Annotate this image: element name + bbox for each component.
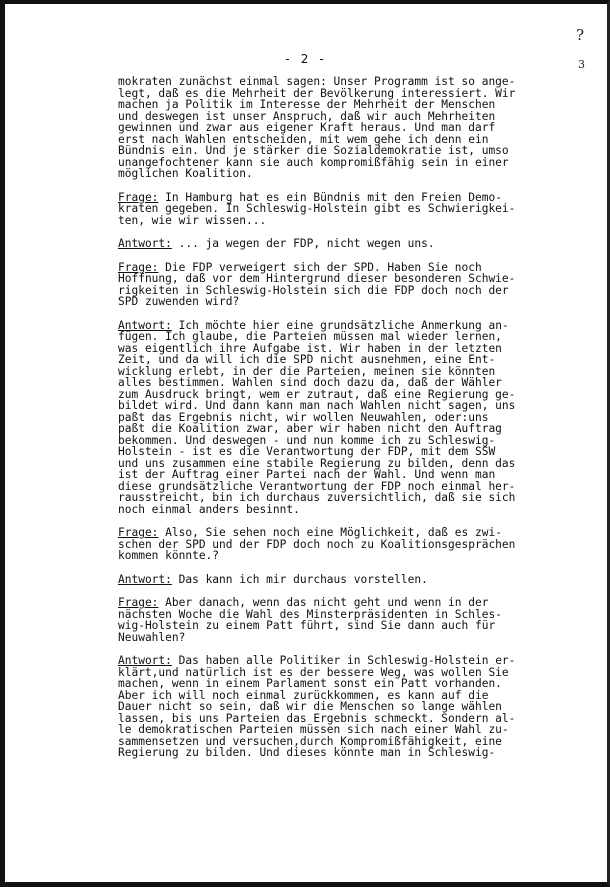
line-text: ... ja wegen der FDP, nicht wegen uns.	[171, 237, 435, 250]
line-text: lassen, bis uns Parteien das Ergebnis schmeckt. Sondern al-	[118, 711, 516, 725]
speaker-label: Antwort:	[118, 318, 172, 332]
text-line	[118, 296, 548, 308]
speaker-label: Frage:	[118, 190, 159, 204]
transcript-paragraph	[118, 320, 548, 516]
line-text: rigkeiten in Schleswig-Holstein sich die FDP doch noch der	[118, 283, 509, 297]
speaker-label: Frage:	[118, 260, 159, 274]
line-text: kraten gegeben. In Schleswig-Holstein gibt es Schwierigkei-	[118, 202, 516, 215]
line-text: unangefochtener kann sie auch kompromißfähig sein in einer	[118, 155, 509, 169]
line-text: sammensetzen und versuchen,durch Kompromißfähigkeit, eine	[118, 734, 502, 748]
line-text: noch einmal anders besinnt.	[118, 502, 300, 516]
transcript-paragraph	[118, 238, 548, 250]
speaker-label: Antwort:	[118, 654, 172, 667]
line-text: wig-Holstein zu einem Patt führt, sind Sie dann auch für	[118, 619, 496, 632]
transcript-paragraph	[118, 655, 548, 759]
line-text: alles bestimmen. Wahlen sind doch dazu da, daß der Wähler	[118, 376, 502, 389]
line-text: bekommen. Und deswegen - und nun komme ich zu Schleswig-	[118, 433, 496, 447]
line-text: Das kann ich mir durchaus vorstellen.	[171, 572, 428, 586]
line-text: paßt das Ergebnis nicht, wir wollen Neuwahlen, oder:uns	[118, 410, 489, 424]
line-text: was eigentlich ihre Aufgabe ist. Wir haben in der letzten	[118, 341, 502, 355]
text-line	[118, 504, 548, 516]
line-text: möglichen Koalition.	[118, 167, 253, 180]
line-text: und deswegen ist unser Anspruch, daß wir auch Mehrheiten	[118, 109, 496, 123]
line-text: Ich möchte hier eine grundsätzliche Anmerkung an-	[171, 318, 509, 332]
line-text: machen, wenn in einem Parlament sonst ein Patt vorhanden.	[118, 677, 502, 690]
line-text: le demokratischen Parteien müssen sich nach einer Wahl zu-	[118, 723, 509, 736]
line-text: Also, Sie sehen noch eine Möglichkeit, daß es zwi-	[158, 526, 502, 539]
text-line	[118, 215, 548, 227]
interview-transcript	[118, 76, 548, 771]
margin-mark: ?	[576, 26, 585, 44]
line-text: Dauer nicht so sein, daß wir die Menschen so lange wählen	[118, 700, 502, 713]
transcript-paragraph	[118, 527, 548, 562]
line-text: Aber ich will noch einmal zurückkommen, es kann auf die	[118, 688, 489, 702]
line-text: und uns zusammen eine stabile Regierung zu bilden, denn das	[118, 456, 516, 470]
margin-mark: 3	[578, 58, 585, 71]
line-text: Die FDP verweigert sich der SPD. Haben Sie noch	[158, 260, 482, 274]
line-text: SPD zuwenden wird?	[118, 295, 240, 308]
speaker-label: Antwort:	[118, 572, 172, 586]
text-line	[118, 574, 548, 586]
text-line	[118, 550, 548, 562]
transcript-paragraph	[118, 76, 548, 180]
line-text: In Hamburg hat es ein Bündnis mit den Freien Demo-	[158, 190, 502, 204]
line-text: machen ja Politik im Interesse der Mehrheit der Menschen	[118, 98, 496, 111]
page-number: - 2 -	[283, 51, 327, 66]
line-text: Neuwahlen?	[118, 630, 186, 644]
speaker-label: Antwort:	[118, 237, 172, 250]
line-text: mokraten zunächst einmal sagen: Unser Programm ist so ange-	[118, 75, 516, 88]
line-text: Bündnis ein. Und je stärker die Sozialdemokratie ist, umso	[118, 144, 509, 157]
line-text: wicklung erlebt, in der die Parteien, meinen sie könnten	[118, 364, 496, 378]
line-text: Hoffnung, daß vor dem Hintergrund dieser besonderen Schwie-	[118, 272, 516, 285]
line-text: rausstreicht, bin ich durchaus zuversichtlich, daß sie sich	[118, 491, 516, 504]
line-text: ist der Auftrag einer Partei nach der Wahl. Und wenn man	[118, 468, 496, 481]
speaker-label: Frage:	[118, 526, 159, 539]
line-text: bildet wird. Und dann kann man nach Wahlen nicht sagen, uns	[118, 399, 516, 412]
line-text: gewinnen und zwar aus eigener Kraft heraus. Und man darf	[118, 121, 496, 134]
line-text: ten, wie wir wissen...	[118, 213, 267, 227]
transcript-paragraph	[118, 574, 548, 586]
line-text: Das haben alle Politiker in Schleswig-Holstein er-	[171, 654, 516, 667]
line-text: zum Ausdruck bringt, wem er zutraut, daß eine Regierung ge-	[118, 387, 516, 401]
speaker-label: Frage:	[118, 596, 159, 609]
line-text: kommen könnte.?	[118, 549, 220, 562]
line-text: nächsten Woche die Wahl des Minsterpräsidenten in Schles-	[118, 607, 502, 621]
line-text: klärt,und natürlich ist es der bessere Weg, was wollen Sie	[118, 665, 509, 679]
line-text: Zeit, und da will ich die SPD nicht ausnehmen, eine Ent-	[118, 353, 496, 366]
transcript-paragraph	[118, 597, 548, 643]
line-text: Holstein - ist es die Verantwortung der FDP, mit dem SSW	[118, 445, 496, 458]
line-text: erst nach Wahlen entscheiden, mit wem gehe ich denn ein	[118, 132, 489, 146]
line-text: Aber danach, wenn das nicht geht und wenn in der	[158, 596, 489, 609]
text-line	[118, 632, 548, 644]
line-text: fügen. Ich glaube, die Parteien müssen mal wieder lernen,	[118, 330, 502, 343]
text-line	[118, 238, 548, 250]
line-text: Regierung zu bilden. Und dieses könnte man in Schleswig-	[118, 746, 496, 759]
transcript-paragraph	[118, 262, 548, 308]
text-line	[118, 747, 548, 759]
line-text: paßt die Koalition zwar, aber wir haben nicht den Auftrag	[118, 422, 502, 435]
text-line	[118, 168, 548, 180]
transcript-paragraph	[118, 192, 548, 227]
line-text: diese grundsätzliche Verantwortung der FDP noch einmal her-	[118, 479, 516, 493]
line-text: schen der SPD und der FDP doch noch zu Koalitionsgesprächen	[118, 537, 516, 551]
line-text: legt, daß es die Mehrheit der Bevölkerung interessiert. Wir	[118, 86, 516, 100]
